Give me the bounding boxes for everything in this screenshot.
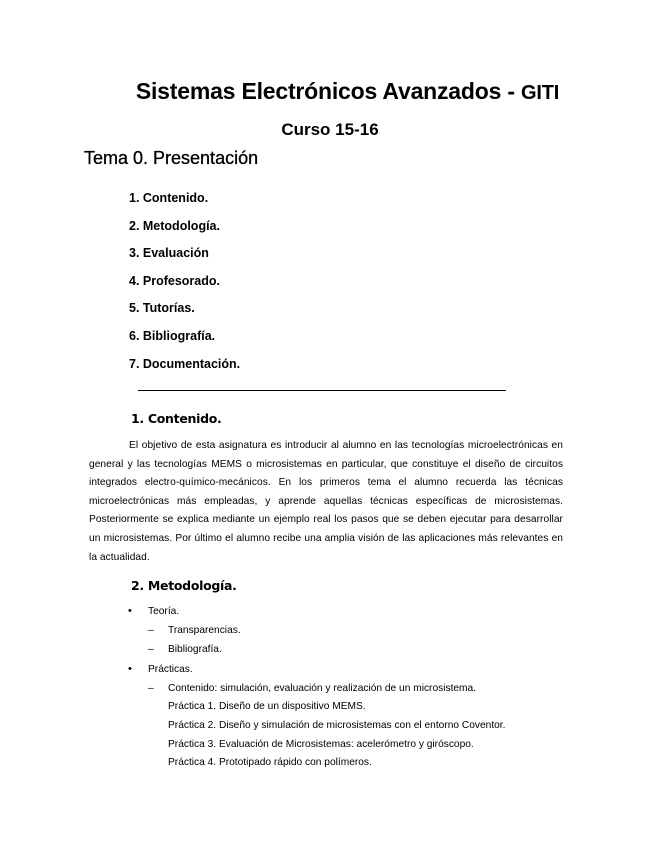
title-suffix: GITI bbox=[521, 82, 560, 104]
dash-icon: – bbox=[148, 644, 154, 655]
toc-item: 4. Profesorado. bbox=[129, 273, 220, 288]
toc-item: 6. Bibliografía. bbox=[129, 328, 216, 343]
toc-item: 3. Evaluación bbox=[129, 246, 209, 261]
table-of-contents bbox=[129, 191, 240, 384]
document-title bbox=[0, 78, 655, 105]
list-item: Transparencias. bbox=[168, 625, 241, 636]
contenido-heading: 1. Contenido. bbox=[131, 411, 222, 426]
list-item-teoria: Teoría. bbox=[148, 606, 180, 617]
toc-item: 1. Contenido. bbox=[129, 191, 209, 205]
dash-icon: – bbox=[148, 683, 154, 694]
practica-item: Práctica 4. Prototipado rápido con polímeros. bbox=[168, 757, 372, 768]
dash-icon: – bbox=[148, 625, 154, 636]
bullet-icon: • bbox=[128, 663, 132, 675]
list-item-practicas: Prácticas. bbox=[148, 664, 193, 675]
toc-item: 2. Metodología. bbox=[129, 218, 220, 233]
metodologia-heading: 2. Metodología. bbox=[131, 578, 237, 593]
horizontal-divider bbox=[138, 390, 506, 391]
list-item-contenido: Contenido: simulación, evaluación y realización de un microsistema. bbox=[168, 683, 477, 694]
practica-item: Práctica 3. Evaluación de Microsistemas: acelerómetro y giróscopo. bbox=[168, 739, 474, 750]
practica-item: Práctica 1. Diseño de un dispositivo MEMS. bbox=[168, 701, 366, 712]
toc-item: 7. Documentación. bbox=[129, 356, 241, 371]
list-item: Bibliografía. bbox=[168, 644, 222, 655]
contenido-paragraph: El objetivo de esta asignatura es introducir al alumno en las tecnologías microelectrónicas en general y las tecnologías MEMS o microsistemas en particular, que constituye el diseño de circuitos integrados electro-químico-mecánicos. En los primeros tema el alumno recuerda las técnicas microelectrónicas más empleadas, y aprende aquellas técnicas específicas de microsistemas. Posteriormente se explica mediante un ejemplo real los pasos que se deben ejecutar para desarrollar un microsistemas. Por último el alumno recibe una amplia visión de las aplicaciones más relevantes en la actualidad. bbox=[89, 440, 563, 563]
section-title: Tema 0. Presentación bbox=[84, 148, 259, 168]
toc-item: 5. Tutorías. bbox=[129, 301, 195, 316]
bullet-icon: • bbox=[128, 605, 132, 617]
course-year: Curso 15-16 bbox=[281, 120, 379, 139]
practica-item: Práctica 2. Diseño y simulación de microsistemas con el entorno Coventor. bbox=[168, 720, 506, 731]
title-main: Sistemas Electrónicos Avanzados - bbox=[135, 78, 522, 104]
